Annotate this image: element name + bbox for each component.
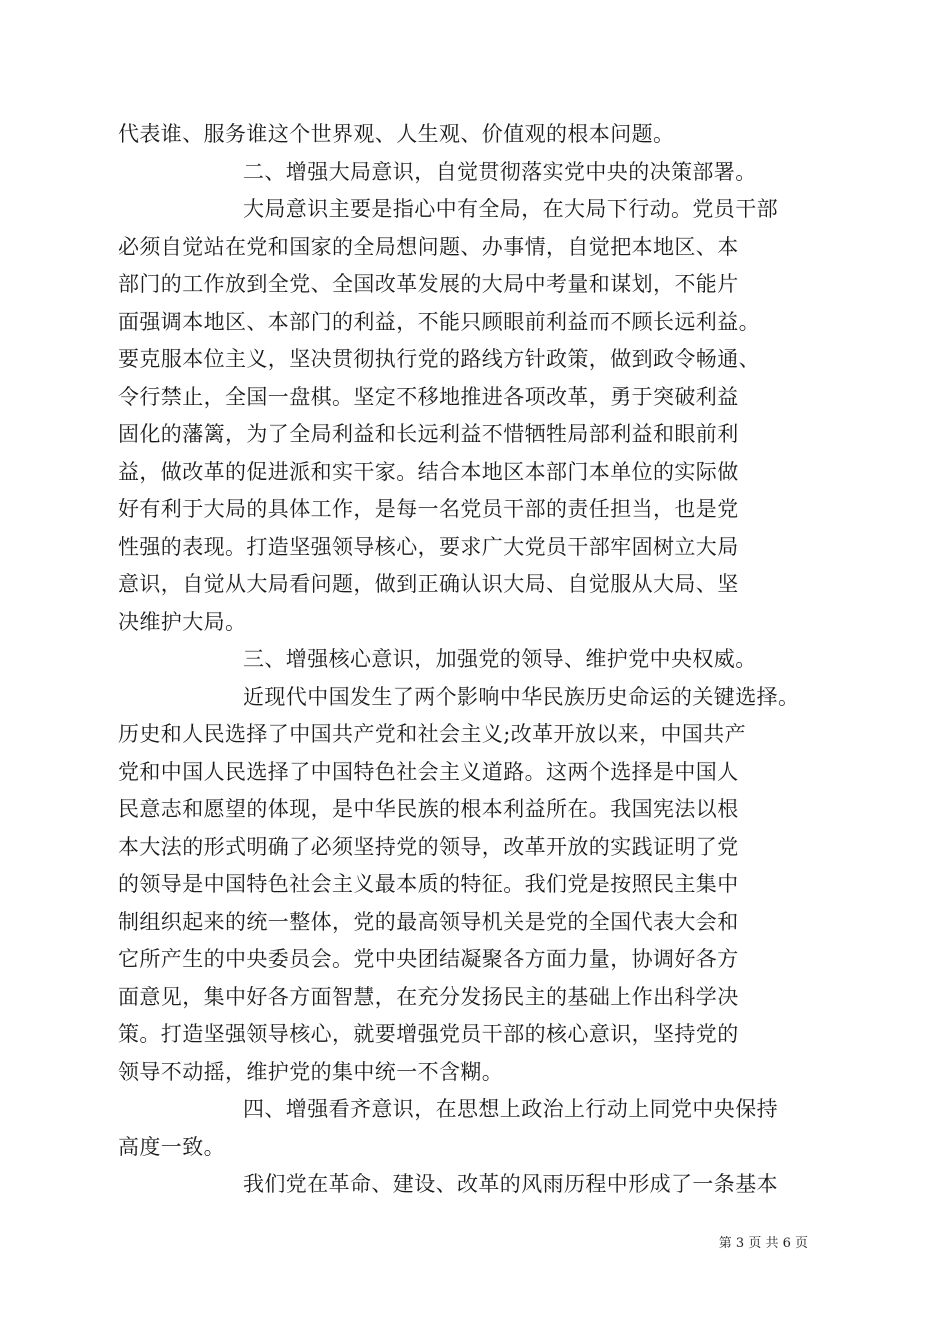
text-line: 的领导是中国特色社会主义最本质的特征。我们党是按照民主集中 (118, 872, 739, 896)
text-line: 历史和人民选择了中国共产党和社会主义;改革开放以来，中国共产 (118, 722, 747, 746)
text-line: 决维护大局。 (118, 609, 247, 634)
text-line: 意识，自觉从大局看问题，做到正确认识大局、自觉服从大局、坚 (118, 572, 739, 596)
text-line: 民意志和愿望的体现，是中华民族的根本利益所在。我国宪法以根 (118, 797, 739, 821)
text-line: 必须自觉站在党和国家的全局想问题、办事情，自觉把本地区、本 (118, 234, 739, 259)
page-number: 第 3 页 共 6 页 (718, 1236, 808, 1251)
text-line: 益，做改革的促进派和实干家。结合本地区本部门本单位的实际做 (118, 459, 739, 484)
text-line: 本大法的形式明确了必须坚持党的领导，改革开放的实践证明了党 (118, 834, 739, 859)
text-line: 它所产生的中央委员会。党中央团结凝聚各方面力量，协调好各方 (118, 947, 739, 971)
text-line: 高度一致。 (118, 1134, 225, 1159)
text-line: 面意见，集中好各方面智慧，在充分发扬民主的基础上作出科学决 (118, 984, 739, 1009)
text-line: 性强的表现。打造坚强领导核心，要求广大党员干部牢固树立大局 (118, 534, 739, 559)
text-line: 我们党在革命、建设、改革的风雨历程中形成了一条基本 (243, 1172, 778, 1196)
text-line: 制组织起来的统一整体，党的最高领导机关是党的全国代表大会和 (118, 909, 739, 934)
text-line: 令行禁止，全国一盘棋。坚定不移地推进各项改革，勇于突破利益 (118, 384, 739, 409)
text-line: 策。打造坚强领导核心，就要增强党员干部的核心意识，坚持党的 (118, 1022, 739, 1046)
text-line: 要克服本位主义，坚决贯彻执行党的路线方针政策，做到政令畅通、 (118, 347, 760, 371)
text-line: 面强调本地区、本部门的利益，不能只顾眼前利益而不顾长远利益。 (118, 309, 760, 334)
text-line: 近现代中国发生了两个影响中华民族历史命运的关键选择。 (243, 684, 800, 709)
text-line: 大局意识主要是指心中有全局，在大局下行动。党员干部 (243, 197, 778, 221)
text-line: 党和中国人民选择了中国特色社会主义道路。这两个选择是中国人 (118, 759, 739, 784)
text-line: 领导不动摇，维护党的集中统一不含糊。 (118, 1059, 504, 1084)
text-line: 二、增强大局意识，自觉贯彻落实党中央的决策部署。 (243, 159, 757, 184)
text-line: 三、增强核心意识，加强党的领导、维护党中央权威。 (243, 647, 757, 671)
text-line: 固化的藩篱，为了全局利益和长远利益不惜牺牲局部利益和眼前利 (118, 422, 739, 446)
text-line: 好有利于大局的具体工作，是每一名党员干部的责任担当，也是党 (118, 497, 739, 521)
text-line: 四、增强看齐意识，在思想上政治上行动上同党中央保持 (243, 1097, 778, 1121)
text-line: 部门的工作放到全党、全国改革发展的大局中考量和谋划，不能片 (118, 272, 739, 296)
text-line: 代表谁、服务谁这个世界观、人生观、价值观的根本问题。 (118, 122, 675, 146)
document-body (118, 116, 818, 1204)
